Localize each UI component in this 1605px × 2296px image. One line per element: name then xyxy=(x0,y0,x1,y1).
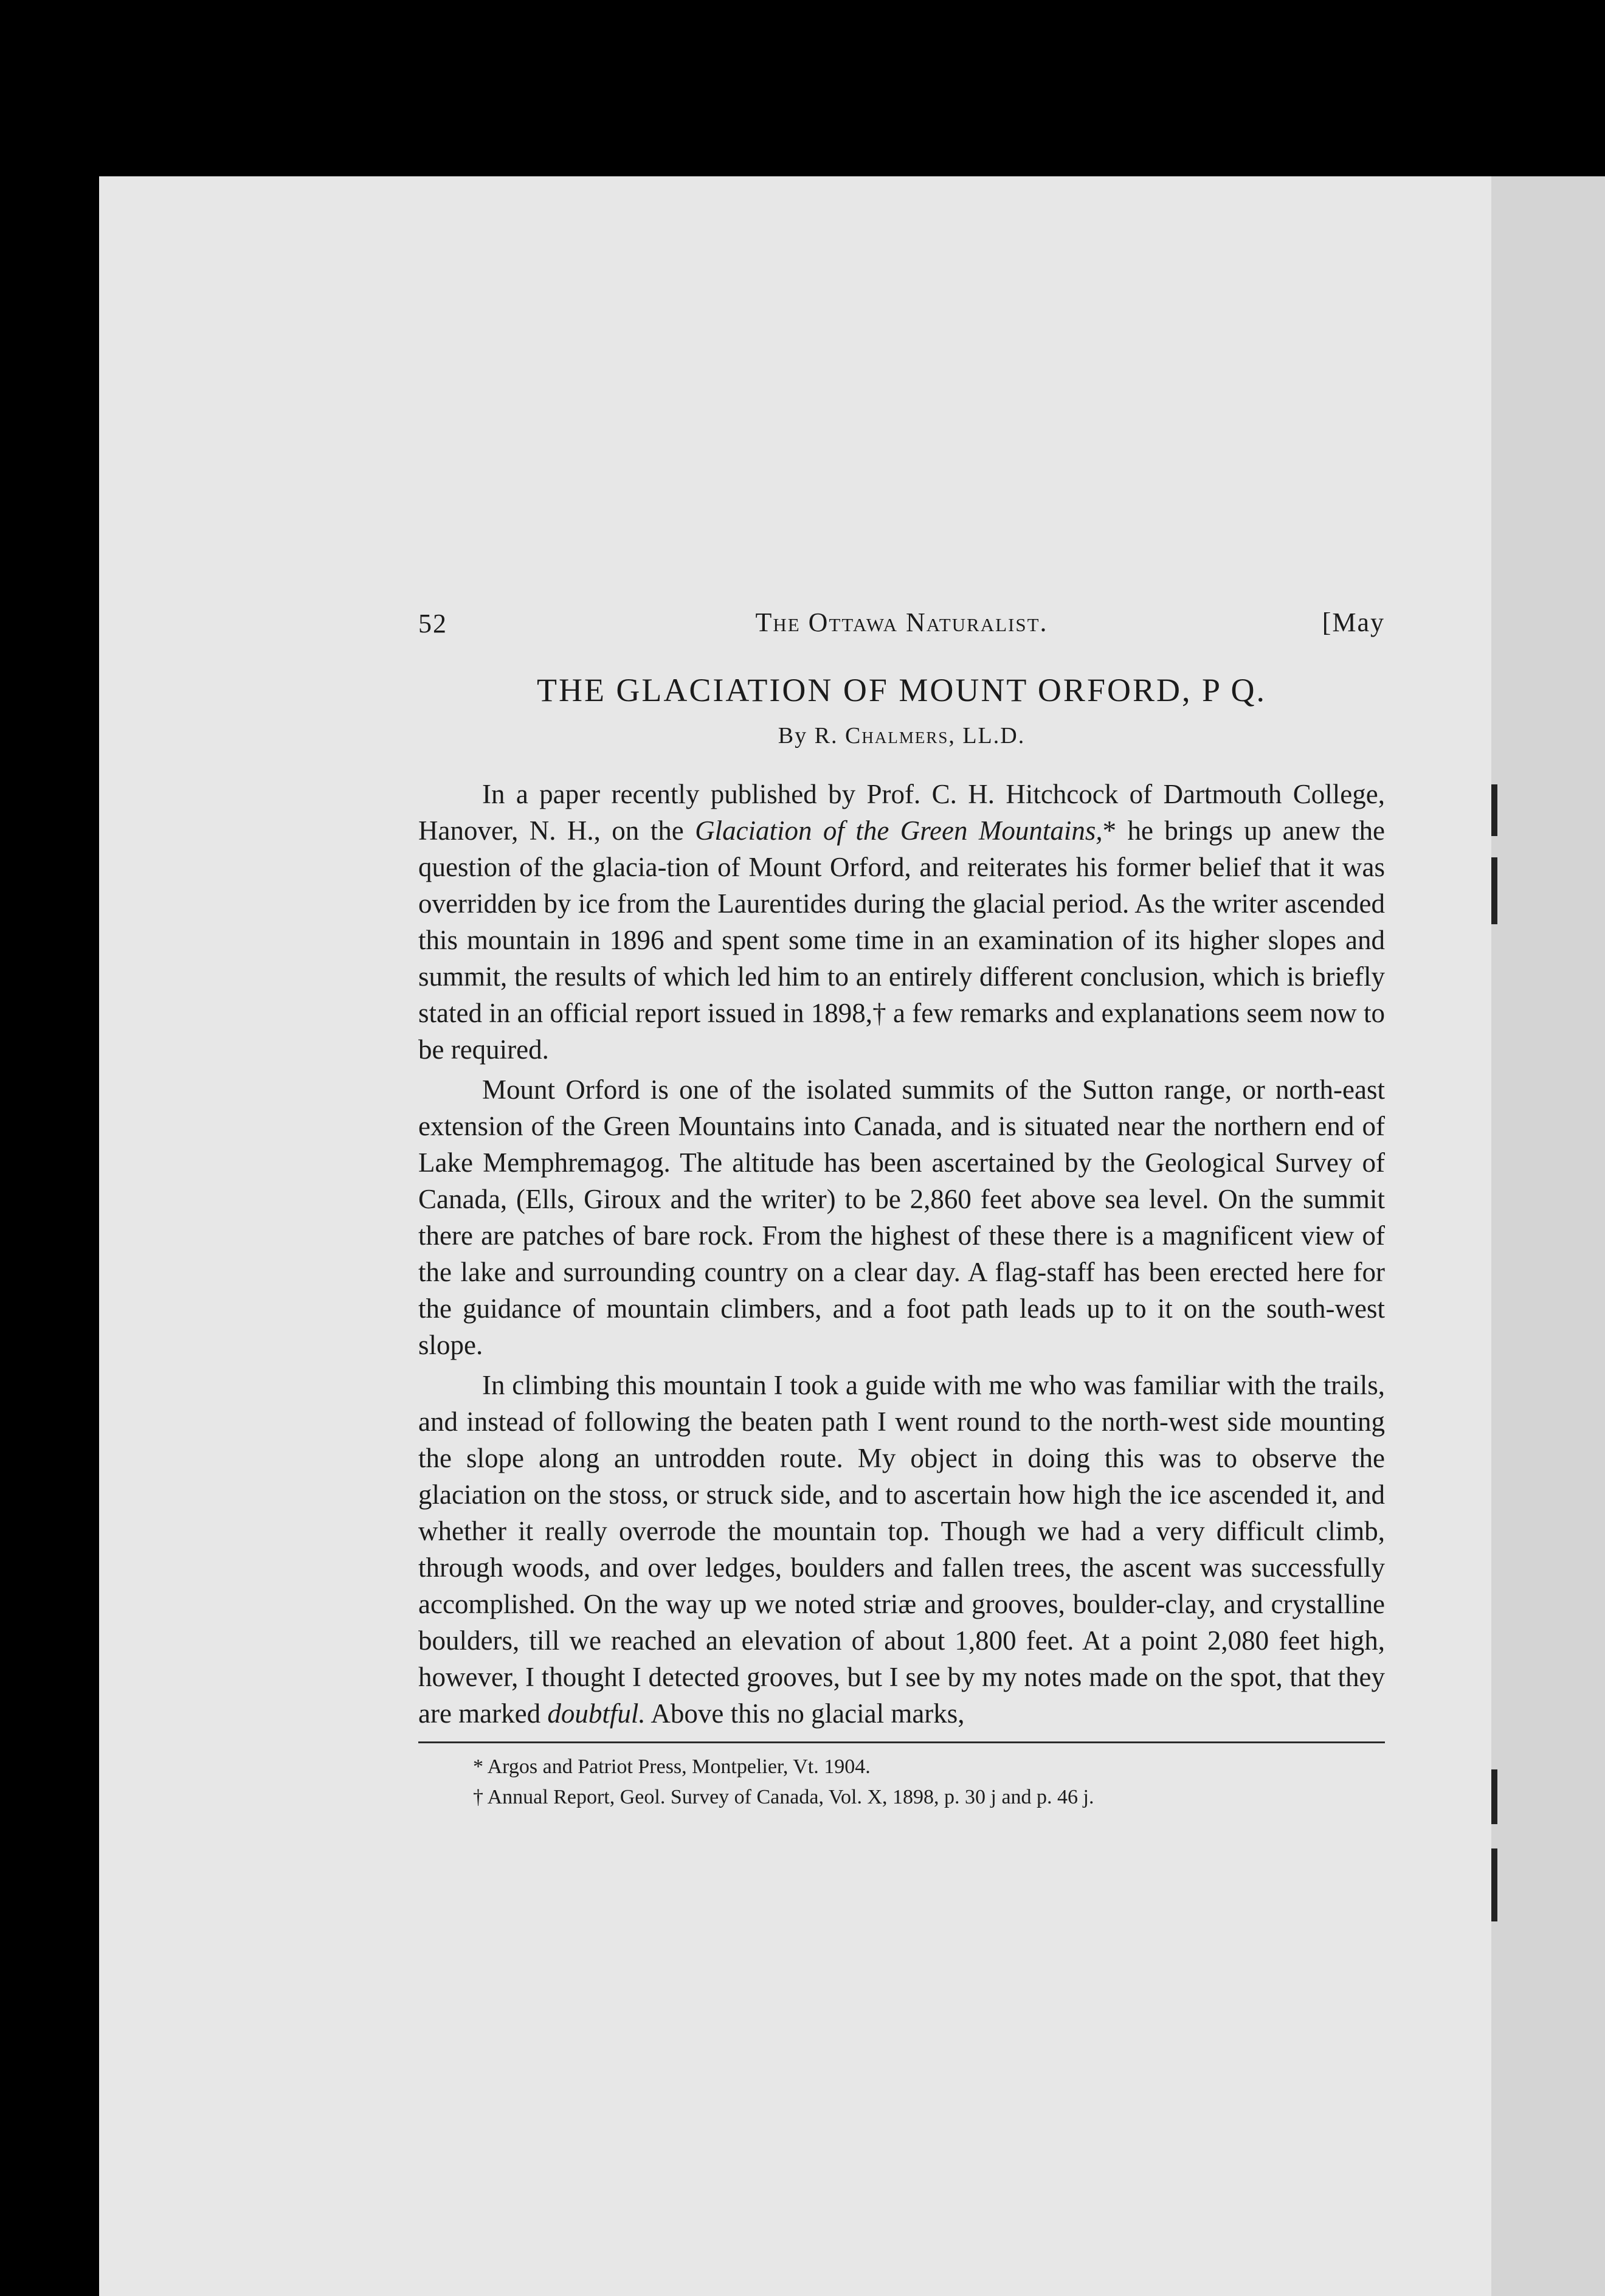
byline xyxy=(418,722,1385,749)
footnote-rule xyxy=(418,1741,1385,1743)
scan-artifact-mark xyxy=(1491,857,1497,924)
scanned-page xyxy=(99,176,1491,2296)
footnote-2: † Annual Report, Geol. Survey of Canada, Vol. X, 1898, p. 30 j and p. 46 j. xyxy=(473,1786,1094,1808)
paragraph-3 xyxy=(418,1367,1385,1732)
author-name: R. Chalmers, LL.D. xyxy=(814,723,1026,749)
running-header xyxy=(418,602,1385,641)
article-body xyxy=(418,776,1385,1732)
scan-artifact-mark xyxy=(1491,1769,1497,1824)
adjacent-page-edge xyxy=(1491,176,1605,2296)
page-number: 52 xyxy=(418,609,447,638)
scan-artifact-mark xyxy=(1491,1848,1497,1921)
article-title: THE GLACIATION OF MOUNT ORFORD, P Q. xyxy=(536,672,1267,708)
paragraph-3-text-a: In climbing this mountain I took a guide with me who was familiar with the trails, and instead of following the beaten path I went round to the north-west side mounting the slope along an untrodden route. My object in doing this was to observe the glaciation on the stoss, or struck side, and to ascertain how high the ice ascended it, and whether it really overrode the mountain top. Though we had a very difficult climb, through woods, and over ledges, boulders and fallen trees, the ascent was successfully accomplished. On the way up we noted striæ and grooves, boulder-clay, and crystalline boulders, till we reached an elevation of about 1,800 feet. At a point 2,080 feet high, however, I thought I detected grooves, but I see by my notes made on the spot, that they are marked xyxy=(418,1370,1385,1729)
paragraph-1-text-a: In a paper recently published by Prof. C. H. Hitchcock of Dartmouth College, Hanover, N. H., on the xyxy=(418,779,1385,846)
footnotes xyxy=(418,1752,1385,1813)
paragraph-3-italic-word: doubtful. xyxy=(547,1698,646,1729)
paragraph-2: Mount Orford is one of the isolated summits of the Sutton range, or north-east extension of the Green Mountains into Canada, and is situated near the northern end of Lake Memphremagog. The altitude has been ascertained by the Geological Survey of Canada, (Ells, Giroux and the writer) to be 2,860 feet above sea level. On the summit there are patches of bare rock. From the highest of these there is a magnificent view of the lake and surrounding country on a clear day. A flag-staff has been erected here for the guidance of mountain climbers, and a foot path leads up to it on the south-west slope. xyxy=(418,1074,1385,1360)
paragraph-1-italic-title: Glaciation of the Green Mountains, xyxy=(695,815,1103,846)
page-content xyxy=(418,602,1385,1813)
scan-artifact-mark xyxy=(1491,784,1497,836)
journal-title: The Ottawa Naturalist. xyxy=(755,607,1048,637)
byline-prefix: By xyxy=(778,723,815,749)
paragraph-1 xyxy=(418,776,1385,1068)
footnote-1: * Argos and Patriot Press, Montpelier, Vt. 1904. xyxy=(473,1755,871,1778)
paragraph-3-text-b: Above this no glacial marks, xyxy=(645,1698,965,1729)
issue-month: [May xyxy=(1322,607,1385,637)
paragraph-1-text-b: * he brings up anew the question of the glacia-tion of Mount Orford, and reiterates his former belief that it was overridden by ice from the Laurentides during the glacial period. As the writer ascended this mountain in 1896 and spent some time in an examination of its higher slopes and summit, the results of which led him to an entirely different conclusion, which is briefly stated in an official report issued in 1898,† a few remarks and explanations seem now to be required. xyxy=(418,815,1385,1065)
